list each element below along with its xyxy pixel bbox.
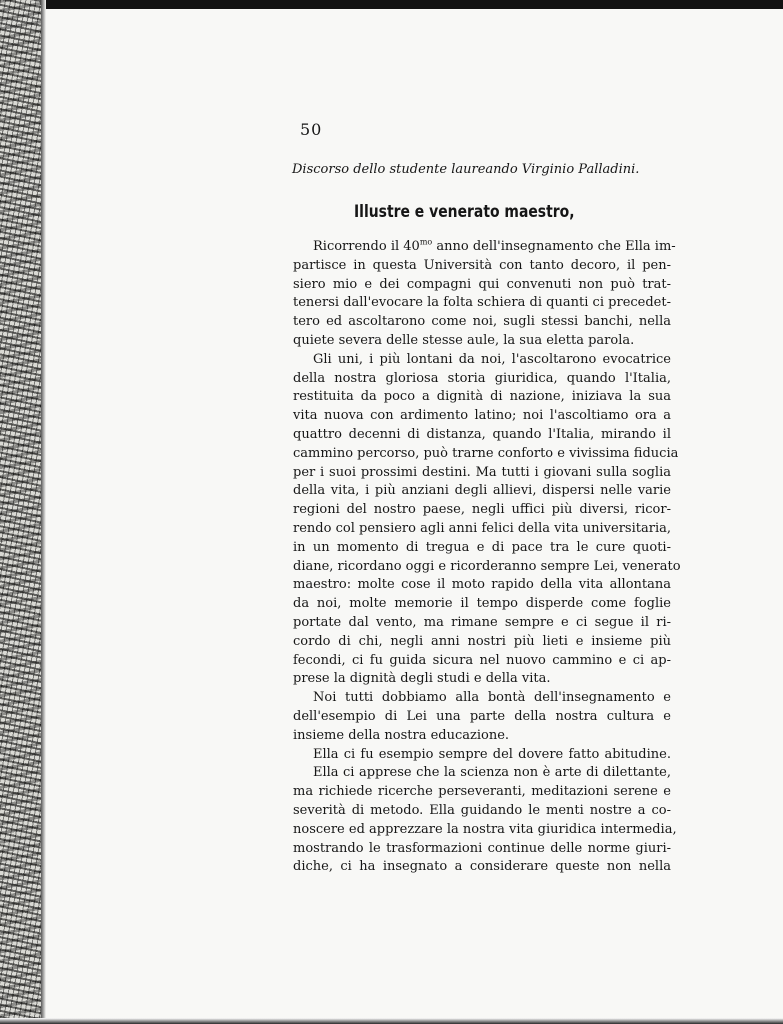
- text-line: della vita, i più anziani degli allievi, dispersi nelle varie: [293, 483, 671, 499]
- text-line: cordo di chi, negli anni nostri più lieti e insieme più: [293, 633, 671, 649]
- text-line: quiete severa delle stesse aule, la sua eletta parola.: [293, 332, 635, 348]
- text-line: rendo col pensiero agli anni felici della vita universitaria,: [293, 520, 671, 536]
- text-line: quattro decenni di distanza, quando l'Italia, mirando il: [293, 426, 671, 442]
- text-line: restituita da poco a dignità di nazione, iniziava la sua: [293, 389, 671, 405]
- text-line: Ella ci fu esempio sempre del dovere fatto abitudine.: [313, 746, 671, 762]
- text-line: della nostra gloriosa storia giuridica, quando l'Italia,: [293, 370, 671, 386]
- text-line: regioni del nostro paese, negli uffici più diversi, ricor-: [293, 502, 671, 518]
- scan-bottom-edge: [0, 1018, 783, 1024]
- text-line: partisce in questa Università con tanto decoro, il pen-: [293, 257, 671, 273]
- text-line: Ella ci apprese che la scienza non è arte di dilettante,: [313, 765, 671, 781]
- text-line: cammino percorso, può trarne conforto e vivissima fiducia: [293, 445, 679, 461]
- text-line: fecondi, ci fu guida sicura nel nuovo cammino e ci ap-: [293, 652, 671, 668]
- text-line: prese la dignità degli studi e della vita.: [293, 671, 551, 687]
- text-line: mostrando le trasformazioni continue delle norme giuri-: [293, 840, 671, 856]
- ordinal-superscript: mo: [419, 237, 433, 247]
- page-number: 50: [300, 120, 323, 139]
- text-line: in un momento di tregua e di pace tra le cure quoti-: [293, 539, 671, 555]
- text-line: insieme della nostra educazione.: [293, 727, 510, 743]
- scan-top-edge: [0, 0, 783, 9]
- text-line: per i suoi prossimi destini. Ma tutti i giovani sulla soglia: [293, 464, 671, 480]
- speech-title: Discorso dello studente laureando Virginio Palladini.: [292, 162, 640, 177]
- text-line: tero ed ascoltarono come noi, sugli stessi banchi, nella: [293, 314, 671, 330]
- text-line: vita nuova con ardimento latino; noi l'ascoltiamo ora a: [293, 408, 671, 424]
- text-line: [293, 237, 676, 257]
- text-line: noscere ed apprezzare la nostra vita giuridica intermedia,: [293, 821, 677, 837]
- text-line: ma richiede ricerche perseveranti, meditazioni serene e: [293, 784, 671, 800]
- text-line: diane, ricordano oggi e ricorderanno sempre Lei, venerato: [293, 558, 681, 574]
- text-line: severità di metodo. Ella guidando le menti nostre a co-: [293, 802, 671, 818]
- text-line: Noi tutti dobbiamo alla bontà dell'insegnamento e: [313, 690, 671, 706]
- text-line: Gli uni, i più lontani da noi, l'ascoltarono evocatrice: [313, 351, 671, 367]
- text-line-start: Ricorrendo il 40: [313, 239, 420, 254]
- text-line: da noi, molte memorie il tempo disperde come foglie: [293, 596, 671, 612]
- text-line: maestro: molte cose il moto rapido della vita allontana: [293, 577, 671, 593]
- text-line: portate dal vento, ma rimane sempre e ci segue il ri-: [293, 614, 671, 630]
- text-line: siero mio e dei compagni qui convenuti non può trat-: [293, 276, 671, 292]
- book-binding-edge: [0, 0, 46, 1024]
- text-line: diche, ci ha insegnato a considerare queste non nella: [293, 859, 671, 875]
- text-line-end: anno dell'insegnamento che Ella im-: [432, 239, 676, 254]
- text-line: tenersi dall'evocare la folta schiera di quanti ci precedet-: [293, 295, 671, 311]
- body-text: [293, 237, 681, 877]
- text-line: dell'esempio di Lei una parte della nostra cultura e: [293, 708, 671, 724]
- salutation-heading: Illustre e venerato maestro,: [354, 202, 575, 222]
